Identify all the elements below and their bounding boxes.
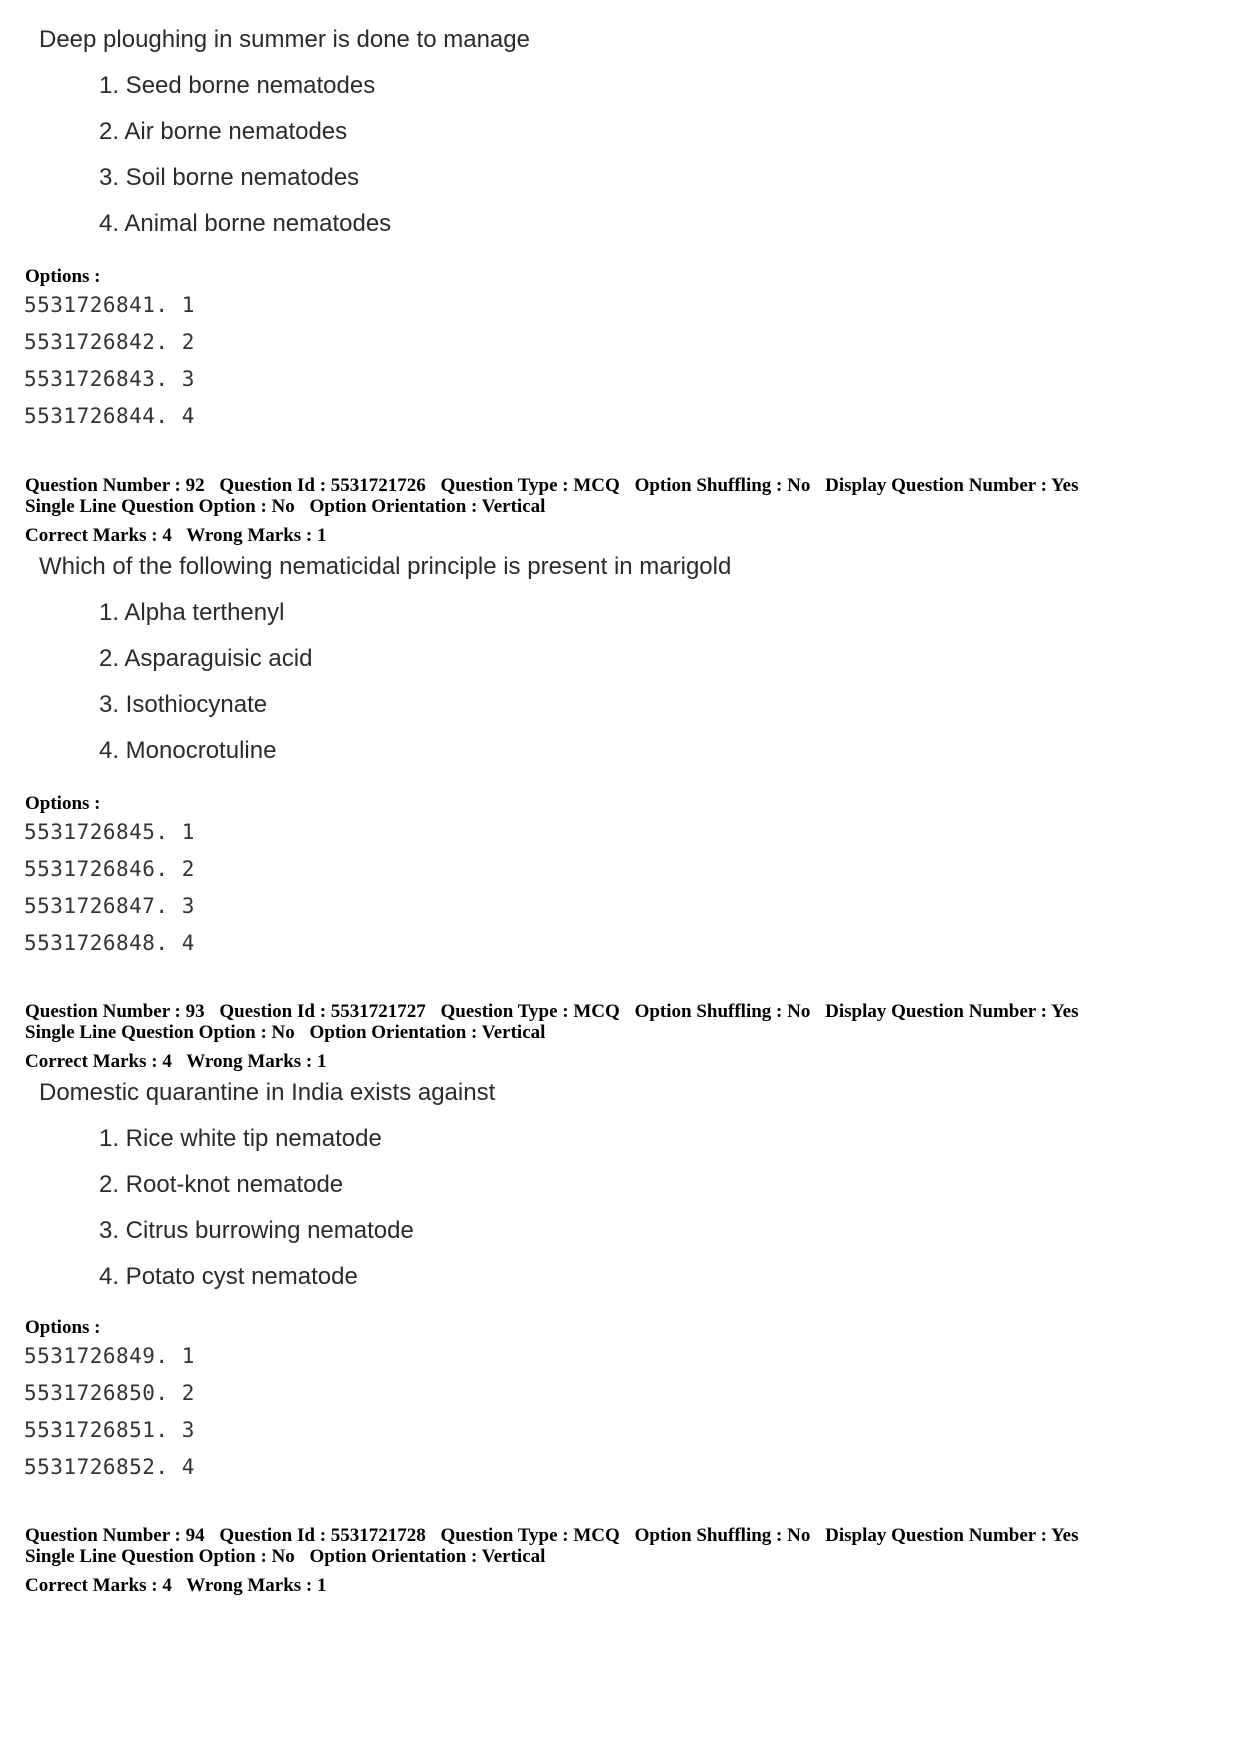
question-marks — [25, 1051, 336, 1072]
question-marks — [25, 525, 336, 546]
option-row: 5531726845. 1 — [24, 820, 195, 844]
wrong-marks: Wrong Marks : 1 — [186, 1051, 327, 1072]
question-id: Question Id : 5531721726 — [219, 475, 426, 496]
single-line-question-option: Single Line Question Option : No — [25, 1546, 295, 1567]
options-label: Options : — [25, 266, 101, 287]
option-row: 5531726847. 3 — [24, 894, 195, 918]
option-row: 5531726849. 1 — [24, 1344, 195, 1368]
options-label: Options : — [25, 1317, 101, 1338]
wrong-marks: Wrong Marks : 1 — [186, 1575, 327, 1596]
question-meta-line-2 — [25, 1546, 555, 1567]
choice-3: 3. Soil borne nematodes — [99, 164, 360, 191]
question-marks — [25, 1575, 336, 1596]
question-id: Question Id : 5531721727 — [219, 1001, 426, 1022]
choice-3: 3. Isothiocynate — [99, 691, 268, 718]
correct-marks: Correct Marks : 4 — [25, 1575, 172, 1596]
question-meta-line-2 — [25, 1022, 555, 1043]
single-line-question-option: Single Line Question Option : No — [25, 496, 295, 517]
option-row: 5531726842. 2 — [24, 330, 195, 354]
option-row: 5531726848. 4 — [24, 931, 195, 955]
option-row: 5531726851. 3 — [24, 1418, 195, 1442]
option-shuffling: Option Shuffling : No — [634, 1525, 811, 1546]
option-row: 5531726841. 1 — [24, 293, 195, 317]
question-text: Which of the following nematicidal principle is present in marigold — [39, 553, 732, 580]
display-question-number: Display Question Number : Yes — [825, 1525, 1079, 1546]
question-number: Question Number : 92 — [25, 475, 205, 496]
question-type: Question Type : MCQ — [440, 475, 620, 496]
wrong-marks: Wrong Marks : 1 — [186, 525, 327, 546]
question-meta-line-1 — [25, 1525, 1088, 1546]
choice-4: 4. Animal borne nematodes — [99, 210, 392, 237]
correct-marks: Correct Marks : 4 — [25, 1051, 172, 1072]
question-id: Question Id : 5531721728 — [219, 1525, 426, 1546]
option-orientation: Option Orientation : Vertical — [309, 1546, 546, 1567]
choice-4: 4. Monocrotuline — [99, 737, 277, 764]
option-orientation: Option Orientation : Vertical — [309, 1022, 546, 1043]
question-meta-line-1 — [25, 475, 1088, 496]
correct-marks: Correct Marks : 4 — [25, 525, 172, 546]
choice-1: 1. Rice white tip nematode — [99, 1125, 382, 1152]
option-shuffling: Option Shuffling : No — [634, 1001, 811, 1022]
option-orientation: Option Orientation : Vertical — [309, 496, 546, 517]
question-type: Question Type : MCQ — [440, 1525, 620, 1546]
choice-3: 3. Citrus burrowing nematode — [99, 1217, 414, 1244]
option-row: 5531726844. 4 — [24, 404, 195, 428]
choice-2: 2. Air borne nematodes — [99, 118, 348, 145]
single-line-question-option: Single Line Question Option : No — [25, 1022, 295, 1043]
question-number: Question Number : 94 — [25, 1525, 205, 1546]
option-row: 5531726846. 2 — [24, 857, 195, 881]
question-text: Domestic quarantine in India exists against — [39, 1079, 496, 1106]
choice-4: 4. Potato cyst nematode — [99, 1263, 358, 1290]
choice-2: 2. Asparaguisic acid — [99, 645, 313, 672]
option-row: 5531726852. 4 — [24, 1455, 195, 1479]
choice-2: 2. Root-knot nematode — [99, 1171, 344, 1198]
question-type: Question Type : MCQ — [440, 1001, 620, 1022]
display-question-number: Display Question Number : Yes — [825, 475, 1079, 496]
option-shuffling: Option Shuffling : No — [634, 475, 811, 496]
question-text: Deep ploughing in summer is done to manage — [39, 26, 530, 53]
display-question-number: Display Question Number : Yes — [825, 1001, 1079, 1022]
options-label: Options : — [25, 793, 101, 814]
question-number: Question Number : 93 — [25, 1001, 205, 1022]
option-row: 5531726843. 3 — [24, 367, 195, 391]
choice-1: 1. Seed borne nematodes — [99, 72, 376, 99]
option-row: 5531726850. 2 — [24, 1381, 195, 1405]
choice-1: 1. Alpha terthenyl — [99, 599, 285, 626]
question-meta-line-2 — [25, 496, 555, 517]
question-meta-line-1 — [25, 1001, 1088, 1022]
